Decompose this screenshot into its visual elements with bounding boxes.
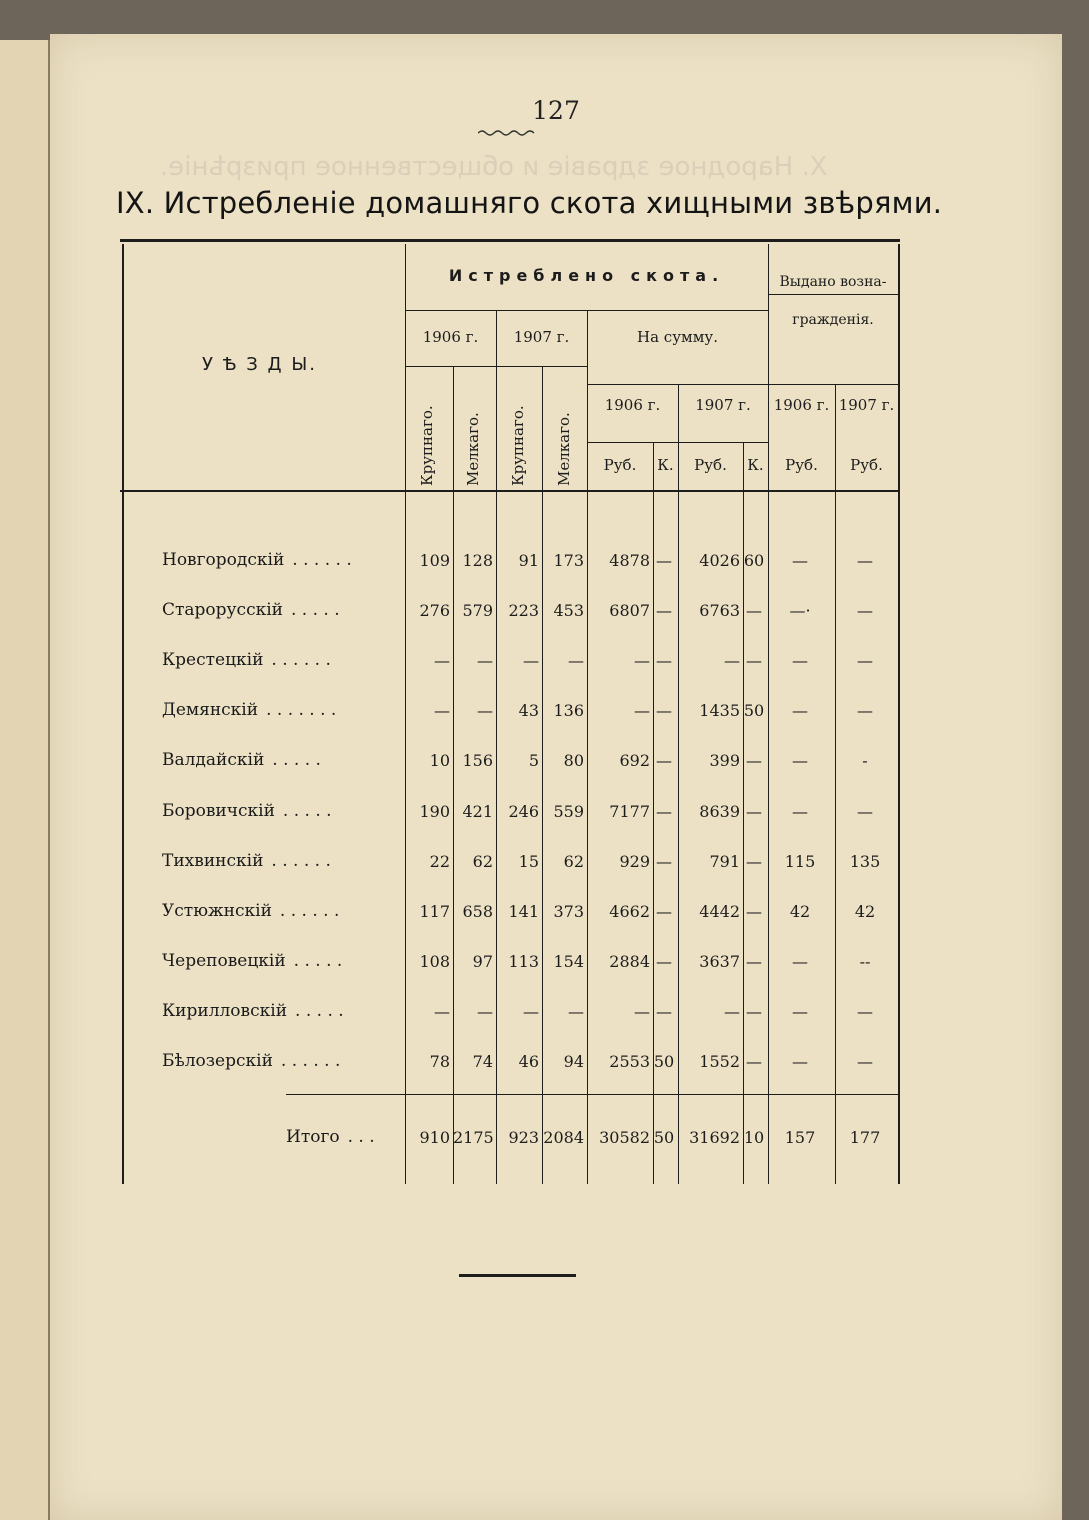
reward-header-line1: Выдано возна-: [779, 274, 887, 290]
table-cell: 115: [784, 851, 816, 871]
table-cell: 190: [419, 801, 450, 821]
table-cell: —: [656, 601, 672, 621]
table-cell: —: [656, 651, 672, 671]
district-name: [162, 801, 332, 821]
district-name: [162, 650, 331, 670]
table-cell: —·: [789, 601, 811, 621]
table-cell: 117: [419, 901, 450, 921]
table-cell: —: [523, 651, 539, 671]
table-cell: 46: [518, 1052, 539, 1071]
table-cell: 62: [472, 851, 493, 871]
table-cell: 156: [462, 751, 493, 771]
table-cell: -: [862, 751, 868, 771]
statistics-table: [50, 34, 1062, 1520]
table-cell: 42: [789, 901, 811, 921]
table-cell: —: [477, 1001, 493, 1021]
table-cell: —: [746, 801, 762, 821]
table-cell: —: [792, 1052, 808, 1071]
table-cell: 3637: [699, 951, 740, 971]
bleed-through-text: X. Народное здравіе и общественное призрѣніе.: [160, 152, 828, 182]
table-cell: 2175: [453, 1128, 494, 1147]
table-cell: 31692: [689, 1128, 740, 1147]
table-cell: —: [656, 751, 672, 771]
leader-dots: . . . . .: [282, 800, 332, 821]
district-name-text: Валдайскій: [162, 750, 265, 771]
table-cell: —: [477, 701, 493, 721]
rub-1906-header: Руб.: [603, 456, 637, 474]
table-cell: 113: [508, 951, 539, 971]
district-name: [162, 550, 352, 570]
leader-dots: . . .: [347, 1127, 375, 1147]
district-name: [162, 1001, 344, 1021]
table-cell: 246: [508, 801, 539, 821]
table-cell: 173: [553, 551, 584, 570]
district-name-text: Бѣлозерскій: [162, 1051, 273, 1071]
total-rule: [286, 1094, 898, 1095]
table-cell: 923: [508, 1128, 539, 1147]
table-header-bottom-rule: [120, 490, 900, 492]
table-cell: 50: [653, 1052, 675, 1071]
reward-1907-header: 1907 г.: [838, 396, 895, 414]
sum-1907-header: 1907 г.: [695, 396, 751, 414]
table-cell: —: [634, 701, 650, 721]
table-cell: 94: [563, 1052, 584, 1071]
table-cell: —: [857, 701, 873, 721]
table-cell: 10: [429, 751, 450, 771]
leader-dots: . . . . . .: [271, 850, 331, 871]
district-name: [162, 600, 340, 620]
district-column-header: У Ѣ З Д Ы.: [202, 354, 317, 375]
table-cell: —: [792, 951, 808, 971]
district-name-text: Крестецкій: [162, 650, 264, 671]
district-name: [162, 700, 336, 720]
table-cell: 157: [784, 1128, 816, 1147]
table-cell: 658: [462, 901, 493, 921]
table-cell: 929: [619, 851, 650, 871]
table-cell: 692: [619, 751, 650, 771]
table-cell: —: [434, 1001, 450, 1021]
table-cell: 2553: [609, 1052, 650, 1071]
book-page: [50, 34, 1062, 1520]
header-rule: [587, 442, 768, 443]
year-1907-header: 1907 г.: [513, 328, 570, 346]
table-cell: —: [792, 551, 808, 570]
table-cell: 4878: [609, 551, 650, 570]
table-cell: 42: [854, 901, 876, 921]
district-name-text: Новгородскій: [162, 550, 285, 570]
kop-1907-header: К.: [747, 456, 764, 474]
table-cell: —: [434, 701, 450, 721]
table-cell: —: [746, 751, 762, 771]
table-cell: 154: [553, 951, 584, 971]
header-rule: [768, 294, 898, 295]
table-cell: 60: [743, 551, 765, 570]
table-cell: 109: [419, 551, 450, 570]
table-cell: —: [746, 851, 762, 871]
district-name-text: Итого: [286, 1127, 340, 1147]
table-cell: 80: [563, 751, 584, 771]
kop-1906-header: К.: [657, 456, 674, 474]
small-1907-header: Мелкаго.: [555, 412, 573, 486]
table-cell: —: [656, 951, 672, 971]
table-cell: —: [746, 601, 762, 621]
table-cell: 97: [472, 951, 493, 971]
district-name-text: Демянскій: [162, 700, 259, 721]
leader-dots: . . . . . .: [292, 550, 352, 570]
page-number: 127: [532, 96, 580, 125]
total-label: [286, 1127, 375, 1147]
table-cell: 4026: [699, 551, 740, 570]
table-cell: 276: [419, 601, 450, 621]
table-cell: —: [656, 851, 672, 871]
table-cell: —: [568, 1001, 584, 1021]
table-cell: 62: [563, 851, 584, 871]
table-cell: 141: [508, 901, 539, 921]
table-cell: —: [568, 651, 584, 671]
table-cell: —: [656, 901, 672, 921]
leader-dots: . . . . .: [295, 1000, 344, 1021]
destroyed-livestock-header: Истреблено скота.: [448, 266, 725, 285]
table-top-rule: [120, 239, 900, 242]
table-cell: —: [634, 1001, 650, 1021]
table-cell: 22: [429, 851, 450, 871]
table-cell: 91: [518, 551, 539, 570]
table-cell: —: [857, 651, 873, 671]
table-cell: —: [523, 1001, 539, 1021]
table-cell: —: [656, 551, 672, 570]
table-cell: 559: [553, 801, 584, 821]
table-cell: --: [859, 951, 871, 971]
leader-dots: . . . . .: [290, 600, 340, 621]
table-cell: —: [792, 651, 808, 671]
table-cell: 43: [518, 701, 539, 721]
table-cell: —: [724, 1001, 740, 1021]
leader-dots: . . . . . .: [279, 900, 340, 921]
left-page-edge: [0, 40, 50, 1520]
header-rule: [405, 366, 587, 367]
table-cell: 373: [553, 901, 584, 921]
table-cell: 421: [462, 801, 493, 821]
district-name-text: Боровичскій: [162, 800, 275, 821]
table-cell: 1435: [699, 701, 740, 721]
table-cell: 6807: [609, 601, 650, 621]
table-cell: —: [746, 1052, 762, 1071]
leader-dots: . . . . .: [293, 950, 343, 971]
table-left-border: [122, 244, 124, 1184]
district-name: [162, 951, 342, 971]
district-name-text: Череповецкій: [162, 950, 286, 971]
table-cell: —: [724, 651, 740, 671]
table-cell: —: [656, 801, 672, 821]
table-cell: 30582: [599, 1128, 650, 1147]
table-cell: —: [746, 901, 762, 921]
page-heading: IX. Истребленіе домашняго скота хищными звѣрями.: [116, 186, 943, 220]
table-cell: 2884: [609, 951, 650, 971]
header-rule: [587, 384, 898, 385]
sum-1906-header: 1906 г.: [604, 396, 661, 414]
large-1906-header: Крупнаго.: [418, 405, 436, 486]
district-name: [162, 901, 339, 921]
reward-1906-header: 1906 г.: [773, 396, 830, 414]
district-name: [162, 1051, 340, 1071]
table-cell: 4662: [609, 901, 650, 921]
district-name: [162, 750, 321, 770]
table-cell: 177: [849, 1128, 881, 1147]
table-cell: 15: [518, 851, 539, 871]
table-cell: —: [656, 701, 672, 721]
table-cell: 108: [419, 951, 450, 971]
table-cell: —: [656, 1001, 672, 1021]
table-cell: 4442: [699, 901, 740, 921]
table-cell: 1552: [699, 1052, 740, 1071]
table-cell: 74: [472, 1052, 493, 1071]
district-name: [162, 851, 331, 871]
table-cell: 910: [419, 1128, 450, 1147]
table-right-border: [898, 244, 900, 1184]
district-name-text: Тихвинскій: [162, 850, 264, 871]
table-cell: 8639: [699, 801, 740, 821]
table-cell: 5: [528, 751, 539, 771]
table-cell: 50: [653, 1128, 675, 1147]
table-cell: 50: [743, 701, 765, 721]
table-cell: 7177: [609, 801, 650, 821]
header-rule: [405, 310, 768, 311]
table-cell: 128: [462, 551, 493, 570]
table-cell: 78: [429, 1052, 450, 1071]
leader-dots: . . . . . . .: [266, 700, 337, 721]
table-cell: —: [792, 751, 808, 771]
table-cell: 2084: [543, 1128, 584, 1147]
year-1906-header: 1906 г.: [422, 328, 479, 346]
table-cell: —: [792, 1001, 808, 1021]
table-cell: —: [857, 1001, 873, 1021]
reward-header-line2: гражденія.: [792, 312, 874, 328]
table-cell: 399: [709, 751, 740, 771]
district-name-text: Устюжнскій: [162, 900, 272, 921]
table-cell: —: [746, 951, 762, 971]
table-cell: 6763: [699, 601, 740, 621]
reward-rub-1906-header: Руб.: [785, 456, 818, 474]
sum-header: На сумму.: [637, 328, 718, 346]
table-cell: 10: [743, 1128, 765, 1147]
table-cell: —: [746, 1001, 762, 1021]
table-cell: 453: [553, 601, 584, 621]
table-cell: —: [434, 651, 450, 671]
table-cell: —: [857, 551, 873, 570]
table-cell: —: [792, 701, 808, 721]
table-cell: 223: [508, 601, 539, 621]
table-cell: —: [746, 651, 762, 671]
table-cell: —: [792, 801, 808, 821]
reward-rub-1907-header: Руб.: [850, 456, 883, 474]
table-cell: —: [477, 651, 493, 671]
table-cell: 579: [462, 601, 493, 621]
table-cell: —: [857, 1052, 873, 1071]
small-1906-header: Мелкаго.: [464, 412, 482, 486]
table-cell: —: [634, 651, 650, 671]
leader-dots: . . . . . .: [271, 650, 331, 671]
table-cell: —: [857, 601, 873, 621]
leader-dots: . . . . . .: [280, 1051, 341, 1071]
table-cell: 136: [553, 701, 584, 721]
table-cell: —: [857, 801, 873, 821]
rub-1907-header: Руб.: [694, 456, 727, 474]
district-name-text: Старорусскій: [162, 600, 283, 621]
leader-dots: . . . . .: [272, 750, 321, 771]
closing-divider: [459, 1274, 576, 1277]
large-1907-header: Крупнаго.: [509, 405, 527, 486]
table-cell: 135: [849, 851, 881, 871]
district-name-text: Кирилловскій: [162, 1000, 288, 1021]
table-cell: 791: [709, 851, 740, 871]
